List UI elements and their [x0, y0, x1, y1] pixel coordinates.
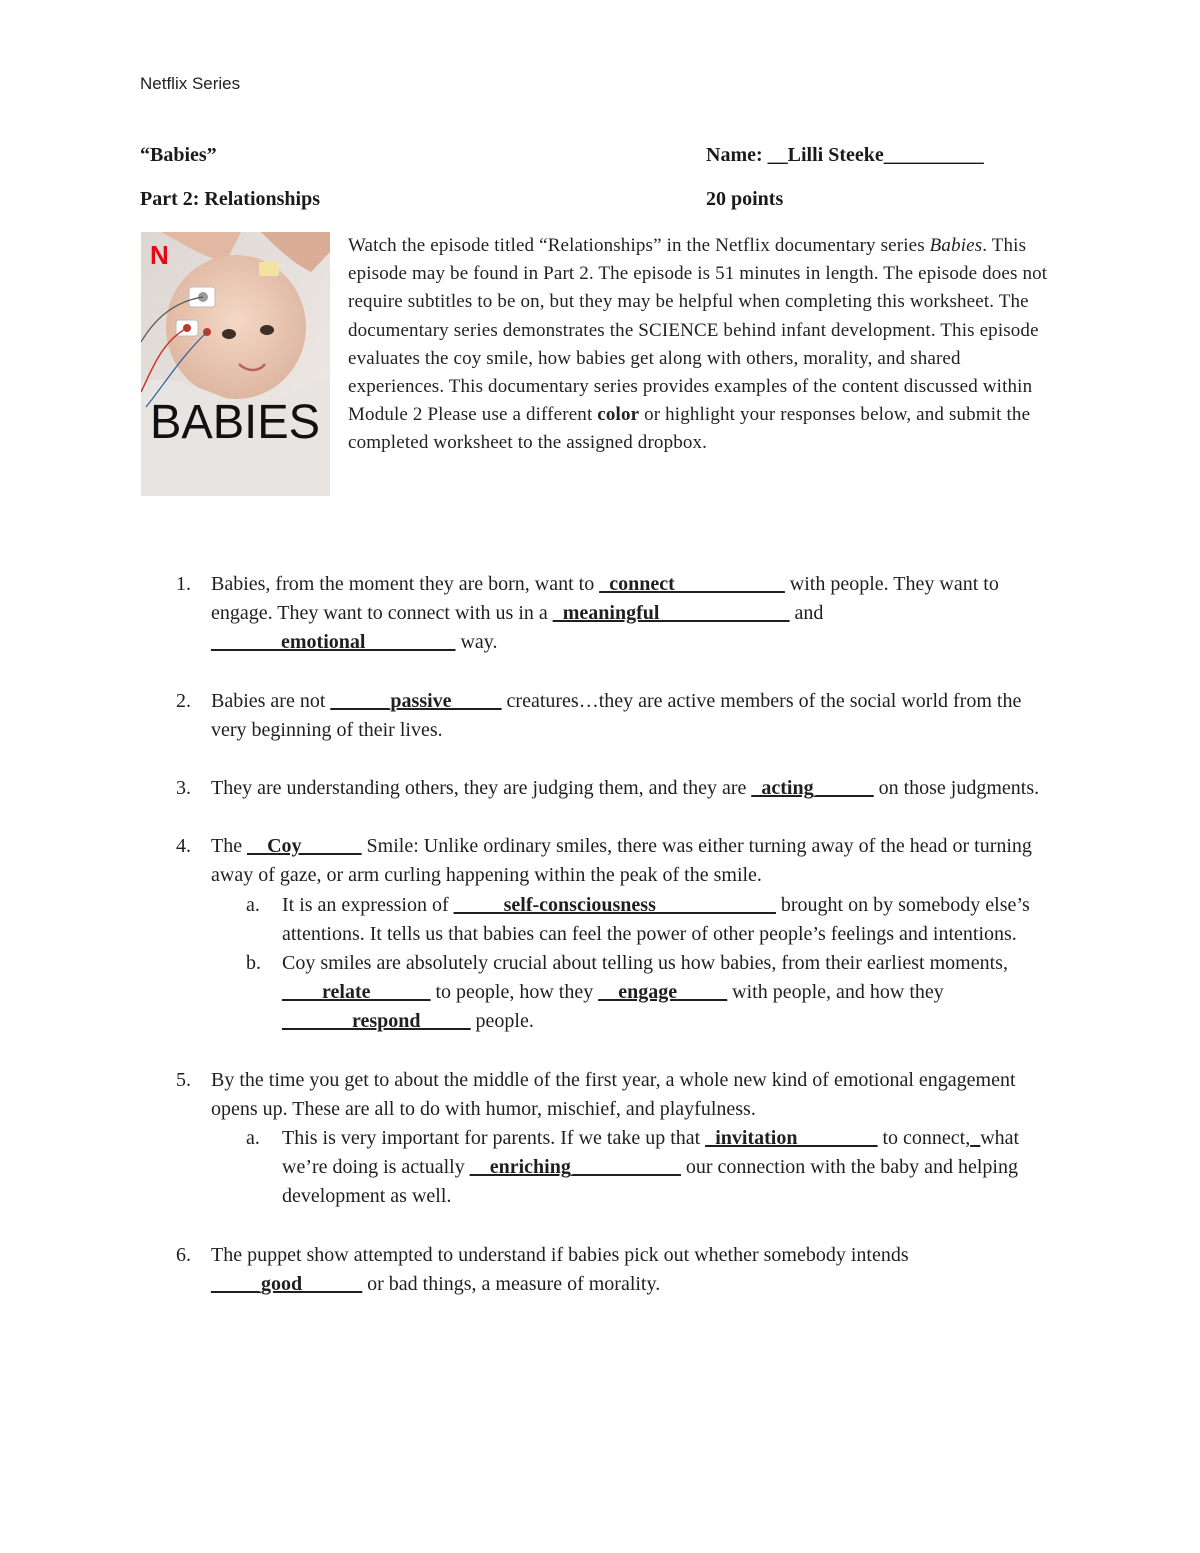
points-label: 20 points	[706, 188, 784, 210]
question-4b: b. Coy smiles are absolutely crucial about telling us how babies, from their earliest moments, ____relate______ to people, how they __engage_____ with people, and how they _______respond_____ people.	[246, 952, 1008, 1033]
question-5a: a. This is very important for parents. If we take up that _invitation________ to connect,_what we’re doing is actually __enriching___________ our connection with the baby and helping development as well.	[246, 1127, 1020, 1208]
answer-connect[interactable]: _connect___________	[599, 573, 785, 595]
answer-respond[interactable]: _______respond_____	[282, 1010, 471, 1033]
babies-poster-image	[141, 232, 330, 496]
question-3: 3. They are understanding others, they are judging them, and they are _acting______ on those judgments.	[176, 777, 1040, 800]
name-label: Name:	[706, 144, 763, 166]
answer-engage[interactable]: __engage_____	[598, 981, 728, 1004]
answer-good[interactable]: _____good______	[211, 1272, 363, 1295]
question-1: 1. Babies, from the moment they are born, want to _connect___________ with people. They want to engage. They want to connect with us in a _meaningful_____________ and _______emotional_________ way.	[176, 573, 999, 654]
answer-relate[interactable]: ____relate______	[282, 981, 431, 1004]
question-5: 5. By the time you get to about the middle of the first year, a whole new kind of emotional engagement opens up. These are all to do with humor, mischief, and playfulness. a. This is very important for parents. If we take up that _invitation________ to connect,_what we’re doing is actually __enriching___________ our connection with the baby and helping development as well.	[140, 1066, 1060, 1212]
question-6: 6. The puppet show attempted to understand if babies pick out whether somebody intends _____good______ or bad things, a measure of morality.	[176, 1243, 909, 1295]
name-value[interactable]: __Lilli Steeke__________	[767, 144, 984, 166]
poster-title: BABIES	[150, 396, 320, 449]
question-4a: a. It is an expression of _____self-consciousness____________ brought on by somebody else’s attentions. It tells us that babies can feel the power of other people’s feelings and intentions.	[246, 893, 1030, 945]
answer-self-consciousness[interactable]: _____self-consciousness____________	[453, 893, 776, 916]
answer-emotional[interactable]: _______emotional_________	[211, 631, 456, 654]
blank-underscore: _	[970, 1127, 981, 1150]
netflix-logo: N	[150, 240, 169, 270]
color-word: color	[597, 404, 640, 426]
answer-coy[interactable]: __Coy______	[247, 835, 362, 858]
question-2: 2. Babies are not ______passive_____ creatures…they are active members of the social world from the very beginning of their lives.	[176, 689, 1022, 741]
answer-invitation[interactable]: _invitation________	[705, 1127, 878, 1150]
name-line	[706, 144, 984, 167]
question-4: 4. The __Coy______ Smile: Unlike ordinary smiles, there was either turning away of the head or turning away of gaze, or arm curling happening within the peak of the smile. a. It is an expression of _____self-consciousness____________ brought on by somebody else’s attentions. It tells us that babies can feel the power of other people’s feelings and intentions. b. Coy smiles are absolutely crucial about telling us how babies, from their earliest moments, ____relate______ to people, how they __engage_____ with people, and how they _______respond_____ people.	[140, 832, 1060, 1036]
title-row-2	[140, 188, 1040, 211]
question-list	[140, 570, 1060, 1328]
page-header-label: Netflix Series	[140, 74, 241, 93]
answer-meaningful[interactable]: _meaningful_____________	[552, 602, 790, 625]
part-title: Part 2: Relationships	[140, 188, 320, 210]
intro-paragraph: Watch the episode titled “Relationships” in the Netflix documentary series Babies. This episode may be found in Part 2. The episode is 51 minutes in length. The episode does not require subtitles to be on, but they may be helpful when completing this worksheet. The documentary series demonstrates the SCIENCE behind infant development. This episode evaluates the coy smile, how babies get along with others, morality, and shared experiences. This documentary series provides examples of the content discussed within Module 2 Please use a different color or highlight your responses below, and submit the completed worksheet to the assigned dropbox.	[348, 235, 1048, 454]
answer-enriching[interactable]: __enriching___________	[469, 1156, 681, 1179]
answer-acting[interactable]: _acting______	[751, 777, 874, 800]
answer-passive[interactable]: ______passive_____	[330, 689, 502, 712]
show-title: “Babies”	[140, 144, 217, 166]
series-name: Babies	[929, 235, 983, 256]
title-row-1	[140, 144, 1040, 167]
